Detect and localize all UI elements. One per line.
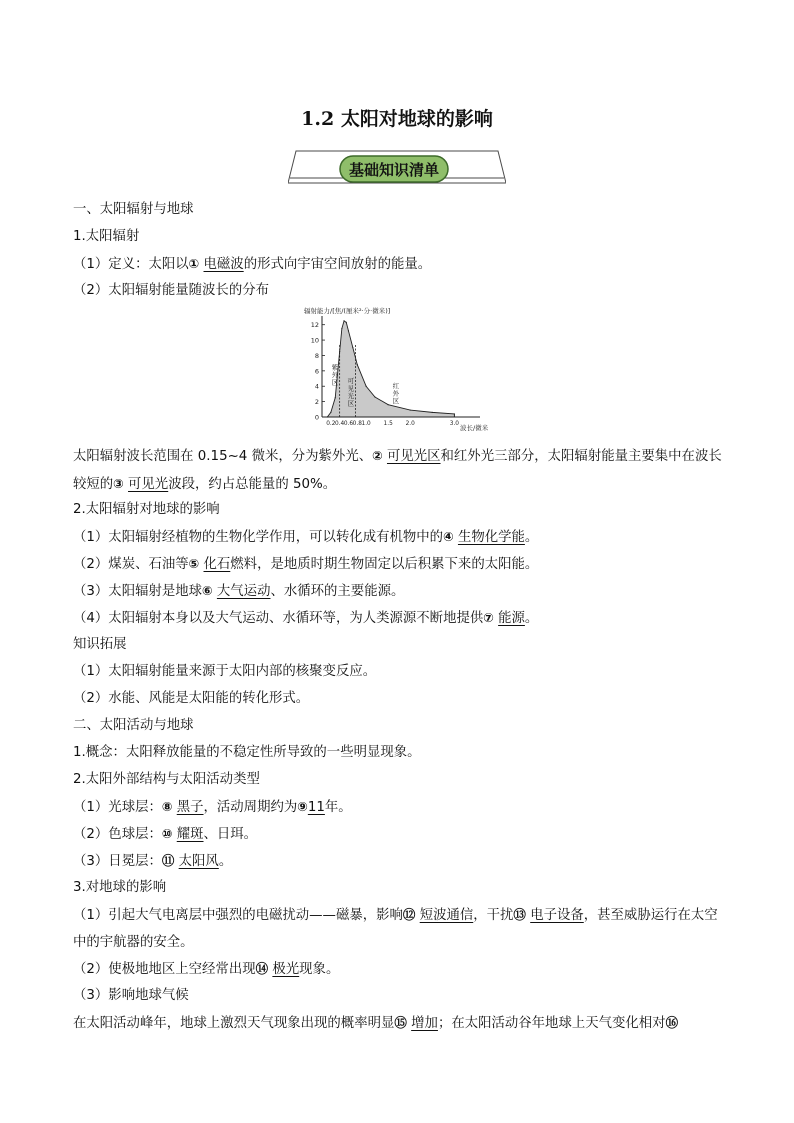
layer-photosphere: （1）光球层：⑧ 黑子，活动周期约为⑨11年。 <box>73 799 352 815</box>
data-point <box>330 412 331 413</box>
y-tick-label: 2 <box>314 398 319 407</box>
definition-line: （1）定义：太阳以① 电磁波的形式向宇宙空间放射的能量。 <box>73 256 432 272</box>
impact-item-1: （1）引起大气电离层中强烈的电磁扰动——磁暴，影响⑫ 短波通信，干扰⑬ 电子设备，甚至威胁运行在太空中的宇航器的安全。 <box>73 907 718 950</box>
section-heading-1: 一、太阳辐射与地球 <box>73 202 194 217</box>
answer-13: 电子设备 <box>530 908 584 923</box>
concept-line: 1.概念：太阳释放能量的不稳定性所导致的一些明显现象。 <box>73 745 421 760</box>
answer-10: 耀斑 <box>176 827 204 842</box>
extension-item-1: （1）太阳辐射能量来源于太阳内部的核聚变反应。 <box>73 664 377 679</box>
answer-12: 短波通信 <box>419 908 474 923</box>
effect-item-4: （4）太阳辐射本身以及大气运动、水循环等，为人类源源不断地提供⑦ 能源。 <box>73 610 539 626</box>
answer-3: 可见光 <box>128 477 169 492</box>
radiation-paragraph: 太阳辐射波长范围在 0.15~4 微米，分为紫外光、② 可见光区和红外光三部分，太阳辐射能量主要集中在波长较短的③ 可见光波段，约占总能量的 50%。 <box>73 448 722 492</box>
data-point <box>327 416 328 417</box>
data-point <box>374 396 375 397</box>
subheading-structure: 2.太阳外部结构与太阳活动类型 <box>73 772 260 787</box>
chart-xlabel: 波长/微米 <box>460 424 489 432</box>
answer-15: 增加 <box>411 1016 438 1031</box>
answer-2: 可见光区 <box>386 449 441 464</box>
subheading-impact: 3.对地球的影响 <box>73 880 167 895</box>
chart-area-series <box>327 320 455 417</box>
extension-item-2: （2）水能、风能是太阳能的转化形式。 <box>73 691 310 706</box>
document-body <box>73 196 723 1036</box>
radiation-chart <box>73 304 723 442</box>
answer-4: 生物化学能 <box>457 530 525 545</box>
data-point <box>366 386 367 387</box>
answer-9: 11 <box>307 800 325 815</box>
answer-8: 黑子 <box>176 800 204 815</box>
data-point <box>357 364 358 365</box>
x-tick-label: 0.2 <box>326 421 336 427</box>
x-tick-label: 0.6 <box>343 421 354 427</box>
effect-item-2: （2）煤炭、石油等⑤ 化石燃料，是地质时期生物固定以后积累下来的太阳能。 <box>73 556 539 572</box>
x-tick-label: 1.5 <box>383 421 393 427</box>
extension-heading: 知识拓展 <box>73 637 127 652</box>
y-tick-label: 6 <box>314 367 319 376</box>
subheading-solar-radiation: 1.太阳辐射 <box>73 229 140 244</box>
subheading-effects: 2.太阳辐射对地球的影响 <box>73 502 220 517</box>
x-tick-label: 0.4 <box>335 421 345 427</box>
distribution-line: （2）太阳辐射能量随波长的分布 <box>73 283 269 298</box>
spectrum-area <box>327 321 454 417</box>
answer-11: 太阳风 <box>178 854 219 869</box>
impact-item-2: （2）使极地地区上空经常出现⑭ 极光现象。 <box>73 961 340 977</box>
data-point <box>352 347 353 348</box>
effect-item-1: （1）太阳辐射经植物的生物化学作用，可以转化成有机物中的④ 生物化学能。 <box>73 529 539 545</box>
data-point <box>454 413 455 414</box>
x-tick-label: 3.0 <box>449 421 459 427</box>
region-label: 可见光区 <box>347 377 355 408</box>
data-point <box>335 397 336 398</box>
y-tick-label: 10 <box>310 336 319 345</box>
data-point <box>341 328 342 329</box>
y-tick-label: 4 <box>314 382 319 391</box>
data-point <box>348 330 349 331</box>
answer-1: 电磁波 <box>203 257 244 272</box>
data-point <box>343 320 344 321</box>
section-heading-2: 二、太阳活动与地球 <box>73 718 194 733</box>
answer-5: 化石 <box>203 557 231 572</box>
y-tick-label: 0 <box>314 413 319 422</box>
impact-item-3: （3）影响地球气候 <box>73 988 189 1003</box>
x-tick-label: 2.0 <box>405 421 415 427</box>
impact-paragraph: 在太阳活动峰年，地球上激烈天气现象出现的概率明显⑮ 增加；在太阳活动谷年地球上天气变化相对⑯ <box>73 1015 679 1031</box>
data-point <box>432 412 433 413</box>
layer-chromosphere: （2）色球层：⑩ 耀斑、日珥。 <box>73 826 258 842</box>
y-tick-label: 8 <box>314 351 319 360</box>
x-tick-label: 1.0 <box>361 421 371 427</box>
effect-item-3: （3）太阳辐射是地球⑥ 大气运动、水循环的主要能源。 <box>73 583 405 599</box>
region-label: 紫外区 <box>331 363 339 387</box>
chart-ylabel: 辐射能力/[焦/(厘米²·分·微米)] <box>304 307 391 315</box>
page-title: 1.2 太阳对地球的影响 <box>301 108 493 130</box>
data-point <box>388 404 389 405</box>
layer-corona: （3）日冕层：⑪ 太阳风。 <box>73 853 233 869</box>
answer-14: 极光 <box>272 962 300 977</box>
region-label: 红外区 <box>392 381 400 405</box>
data-point <box>346 322 347 323</box>
answer-6: 大气运动 <box>216 584 271 599</box>
banner-label: 基础知识清单 <box>348 161 439 179</box>
x-tick-label: 0.8 <box>352 421 362 427</box>
data-point <box>410 409 411 410</box>
answer-7: 能源 <box>498 611 525 626</box>
y-tick-label: 12 <box>310 321 319 330</box>
